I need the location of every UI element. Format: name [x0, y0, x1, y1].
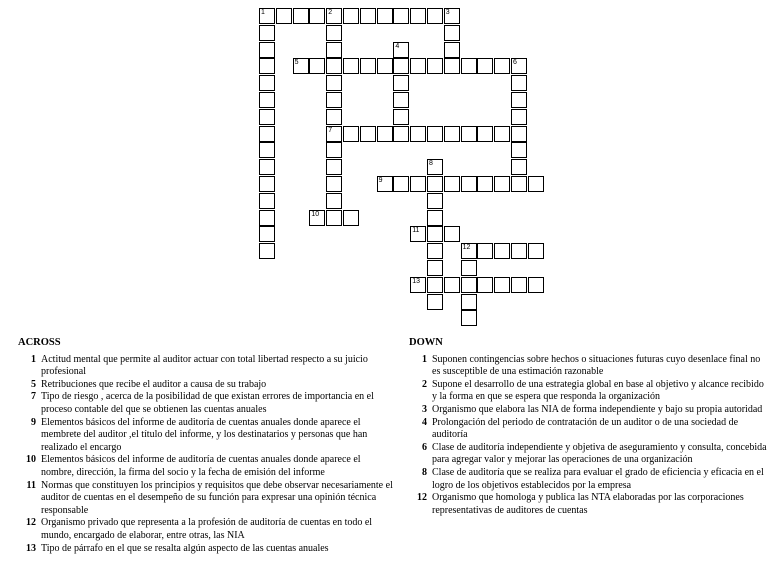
across-clue	[18, 417, 393, 455]
crossword-cell[interactable]	[326, 193, 342, 209]
crossword-cell[interactable]	[461, 310, 477, 326]
crossword-cell[interactable]	[360, 8, 376, 24]
crossword-cell[interactable]	[427, 126, 443, 142]
crossword-cell[interactable]	[259, 42, 275, 58]
across-clue-number: 10	[26, 454, 36, 466]
crossword-cell[interactable]	[377, 176, 393, 192]
crossword-cell[interactable]	[393, 126, 409, 142]
across-clue-text: Elementos básicos del informe de auditoría de cuentas anuales donde aparece el nombre, dirección, la firma del socio y la fecha de emisión del informe	[41, 454, 361, 478]
down-clue-number: 3	[422, 403, 427, 415]
crossword-cell[interactable]	[511, 142, 527, 158]
crossword-cell[interactable]	[511, 92, 527, 108]
crossword-cell[interactable]	[494, 243, 510, 259]
across-clues	[18, 337, 393, 555]
crossword-cell[interactable]	[444, 226, 460, 242]
crossword-cell[interactable]	[393, 42, 409, 58]
crossword-cell[interactable]	[528, 277, 544, 293]
crossword-cell[interactable]	[427, 8, 443, 24]
across-clue-text: Tipo de párrafo en el que se resalta algún aspecto de las cuentas anuales	[41, 542, 329, 554]
crossword-cell[interactable]	[410, 277, 426, 293]
clue-number: 13	[412, 277, 420, 285]
down-clue	[409, 354, 767, 379]
across-clue-number: 13	[26, 542, 36, 554]
across-clue-number: 12	[26, 517, 36, 529]
down-clue-number: 12	[417, 492, 427, 504]
clue-number: 5	[294, 59, 299, 67]
crossword-cell[interactable]	[293, 8, 309, 24]
across-clue-list	[18, 354, 393, 556]
crossword-cell[interactable]	[326, 25, 342, 41]
crossword-cell[interactable]	[410, 58, 426, 74]
across-clue-text: Tipo de riesgo , acerca de la posibilidad de que existan errores de importancia en el proceso contable del que se obtienen las cuentas anuales	[41, 391, 374, 415]
crossword-cell[interactable]	[427, 159, 443, 175]
crossword-cell[interactable]	[511, 126, 527, 142]
crossword-cell[interactable]	[477, 277, 493, 293]
across-clue-number: 5	[31, 378, 36, 390]
down-clue-list	[409, 354, 767, 518]
crossword-cell[interactable]	[410, 176, 426, 192]
crossword-cell[interactable]	[326, 126, 342, 142]
across-clue	[18, 354, 393, 379]
crossword-cell[interactable]	[259, 25, 275, 41]
crossword-cell[interactable]	[494, 277, 510, 293]
crossword-cell[interactable]	[326, 58, 342, 74]
crossword-cell[interactable]	[326, 92, 342, 108]
crossword-cell[interactable]	[410, 8, 426, 24]
crossword-cell[interactable]	[276, 8, 292, 24]
across-clue	[18, 454, 393, 479]
crossword-cell[interactable]	[259, 193, 275, 209]
down-clues	[409, 337, 767, 517]
across-clue-number: 1	[31, 353, 36, 365]
across-clue-number: 9	[31, 416, 36, 428]
crossword-cell[interactable]	[259, 92, 275, 108]
crossword-cell[interactable]	[461, 294, 477, 310]
across-clue	[18, 517, 393, 542]
crossword-cell[interactable]	[461, 260, 477, 276]
clue-number: 3	[445, 9, 450, 16]
crossword-cell[interactable]	[309, 8, 325, 24]
down-clue-number: 6	[422, 441, 427, 453]
down-clue	[409, 492, 767, 517]
crossword-cell[interactable]	[259, 142, 275, 158]
crossword-cell[interactable]	[461, 176, 477, 192]
down-clue-text: Clase de auditoría independiente y objetiva de aseguramiento y consulta, concebida para agregar valor y mejorar las operaciones de una organización	[432, 441, 767, 466]
crossword-cell[interactable]	[511, 176, 527, 192]
down-clue	[409, 404, 767, 417]
across-clue-text: Actitud mental que permite al auditor actuar con total libertad respecto a su juicio profesional	[41, 353, 368, 378]
across-clue-text: Retribuciones que recibe el auditor a causa de su trabajo	[41, 378, 267, 390]
clue-number: 1	[261, 9, 265, 16]
crossword-cell[interactable]	[360, 58, 376, 74]
clue-number: 11	[412, 227, 420, 235]
crossword-cell[interactable]	[477, 243, 493, 259]
crossword-cell[interactable]	[393, 58, 409, 74]
clue-number: 12	[462, 244, 471, 252]
crossword-cell[interactable]	[444, 58, 460, 74]
crossword-cell[interactable]	[393, 75, 409, 91]
down-clue-text: Prolongación del periodo de contratación de un auditor o de una sociedad de auditoría	[432, 416, 739, 441]
crossword-cell[interactable]	[393, 92, 409, 108]
crossword-cell[interactable]	[259, 243, 275, 259]
crossword-cell[interactable]	[427, 294, 443, 310]
crossword-cell[interactable]	[427, 210, 443, 226]
crossword-cell[interactable]	[427, 226, 443, 242]
crossword-cell[interactable]	[427, 243, 443, 259]
crossword-cell[interactable]	[511, 243, 527, 259]
across-clue-number: 7	[31, 391, 36, 403]
crossword-cell[interactable]	[444, 126, 460, 142]
across-clue-number: 11	[26, 479, 36, 491]
crossword-cell[interactable]	[427, 277, 443, 293]
across-clue	[18, 480, 393, 518]
crossword-cell[interactable]	[477, 58, 493, 74]
crossword-cell[interactable]	[360, 126, 376, 142]
crossword-cell[interactable]	[326, 142, 342, 158]
crossword-cell[interactable]	[511, 75, 527, 91]
crossword-cell[interactable]	[427, 176, 443, 192]
across-clue-text: Elementos básicos del informe de auditoría de cuentas anuales donde aparece el membrete del auditor ,el título del informe, y los destinatarios y personas que han realizado el encargo	[41, 416, 368, 453]
down-clue-text: Clase de auditoría que se realiza para evaluar el grado de eficiencia y eficacia en el logro de los objetivos establecidos por la empresa	[432, 466, 764, 491]
across-clue-text: Organismo privado que representa a la profesión de auditoría de cuentas en todo el mundo, encargado de elaborar, entre otras, las NIA	[41, 517, 373, 541]
clue-number: 4	[395, 42, 400, 50]
crossword-cell[interactable]	[444, 42, 460, 58]
down-clue	[409, 442, 767, 467]
crossword-cell[interactable]	[259, 176, 275, 192]
crossword-cell[interactable]	[461, 277, 477, 293]
crossword-cell[interactable]	[477, 176, 493, 192]
clue-number: 6	[513, 59, 517, 67]
crossword-cell[interactable]	[427, 260, 443, 276]
crossword-cell[interactable]	[477, 126, 493, 142]
crossword-cell[interactable]	[377, 58, 393, 74]
down-clue	[409, 379, 767, 404]
crossword-cell[interactable]	[259, 210, 275, 226]
crossword-cell[interactable]	[343, 126, 359, 142]
down-clue	[409, 417, 767, 442]
clue-number: 8	[429, 160, 433, 168]
down-clue-number: 4	[422, 416, 427, 428]
across-clue	[18, 379, 393, 392]
crossword-cell[interactable]	[343, 210, 359, 226]
crossword-cell[interactable]	[461, 58, 477, 74]
crossword-cell[interactable]	[259, 8, 275, 24]
crossword-cell[interactable]	[393, 109, 409, 125]
down-clue	[409, 467, 767, 492]
clue-number: 9	[378, 177, 383, 184]
crossword-cell[interactable]	[326, 176, 342, 192]
crossword-cell[interactable]	[494, 176, 510, 192]
down-clue-number: 8	[422, 466, 427, 478]
down-clue-number: 2	[422, 378, 427, 390]
crossword-cell[interactable]	[410, 226, 426, 242]
crossword-cell[interactable]	[461, 243, 477, 259]
crossword-cell[interactable]	[511, 159, 527, 175]
down-clue-text: Supone el desarrollo de una estrategia global en base al objetivo y alcance recibido y la forma en que se espera que responda la organización	[432, 378, 764, 403]
crossword-cell[interactable]	[326, 159, 342, 175]
crossword-cell[interactable]	[259, 58, 275, 74]
clue-number: 7	[328, 126, 333, 134]
crossword-cell[interactable]	[259, 159, 275, 175]
crossword-cell[interactable]	[259, 109, 275, 125]
crossword-cell[interactable]	[326, 210, 342, 226]
down-clue-text: Organismo que elabora las NIA de forma independiente y bajo su propia autoridad	[432, 403, 763, 415]
crossword-cell[interactable]	[326, 42, 342, 58]
down-heading: DOWN	[409, 337, 443, 348]
clue-number: 2	[328, 9, 333, 16]
crossword-cell[interactable]	[427, 58, 443, 74]
crossword-cell[interactable]	[444, 176, 460, 192]
crossword-cell[interactable]	[326, 75, 342, 91]
crossword-cell[interactable]	[444, 277, 460, 293]
crossword-cell[interactable]	[511, 277, 527, 293]
crossword-cell[interactable]	[309, 58, 325, 74]
crossword-cell[interactable]	[444, 25, 460, 41]
crossword-cell[interactable]	[259, 126, 275, 142]
down-clue-text: Organismo que homologa y publica las NTA elaboradas por las corporaciones representativas de auditores de cuentas	[432, 492, 744, 516]
crossword-cell[interactable]	[393, 176, 409, 192]
crossword-cell[interactable]	[293, 58, 309, 74]
crossword-cell[interactable]	[511, 58, 527, 74]
crossword-cell[interactable]	[444, 8, 460, 24]
crossword-cell[interactable]	[309, 210, 325, 226]
crossword-cell[interactable]	[377, 8, 393, 24]
crossword-cell[interactable]	[410, 126, 426, 142]
crossword-cell[interactable]	[377, 126, 393, 142]
clue-number: 10	[311, 210, 320, 218]
across-heading: ACROSS	[18, 337, 61, 348]
crossword-cell[interactable]	[494, 58, 510, 74]
crossword-cell[interactable]	[343, 58, 359, 74]
crossword-cell[interactable]	[326, 8, 342, 24]
crossword-cell[interactable]	[528, 243, 544, 259]
crossword-cell[interactable]	[461, 126, 477, 142]
across-clue	[18, 543, 393, 556]
crossword-cell[interactable]	[393, 8, 409, 24]
crossword-cell[interactable]	[259, 75, 275, 91]
across-clue-text: Normas que constituyen los principios y requisitos que debe observar necesariamente el auditor de cuentas en el desempeño de su función para expresar una opinión técnica responsable	[41, 479, 393, 516]
down-clue-number: 1	[422, 353, 427, 365]
down-clue-text: Suponen contingencias sobre hechos o situaciones futuras cuyo desenlace final no es susceptible de una estimación razonable	[432, 353, 761, 378]
crossword-cell[interactable]	[427, 193, 443, 209]
crossword-cell[interactable]	[259, 226, 275, 242]
across-clue	[18, 391, 393, 416]
crossword-cell[interactable]	[494, 126, 510, 142]
crossword-cell[interactable]	[343, 8, 359, 24]
crossword-cell[interactable]	[326, 109, 342, 125]
crossword-cell[interactable]	[528, 176, 544, 192]
crossword-cell[interactable]	[511, 109, 527, 125]
